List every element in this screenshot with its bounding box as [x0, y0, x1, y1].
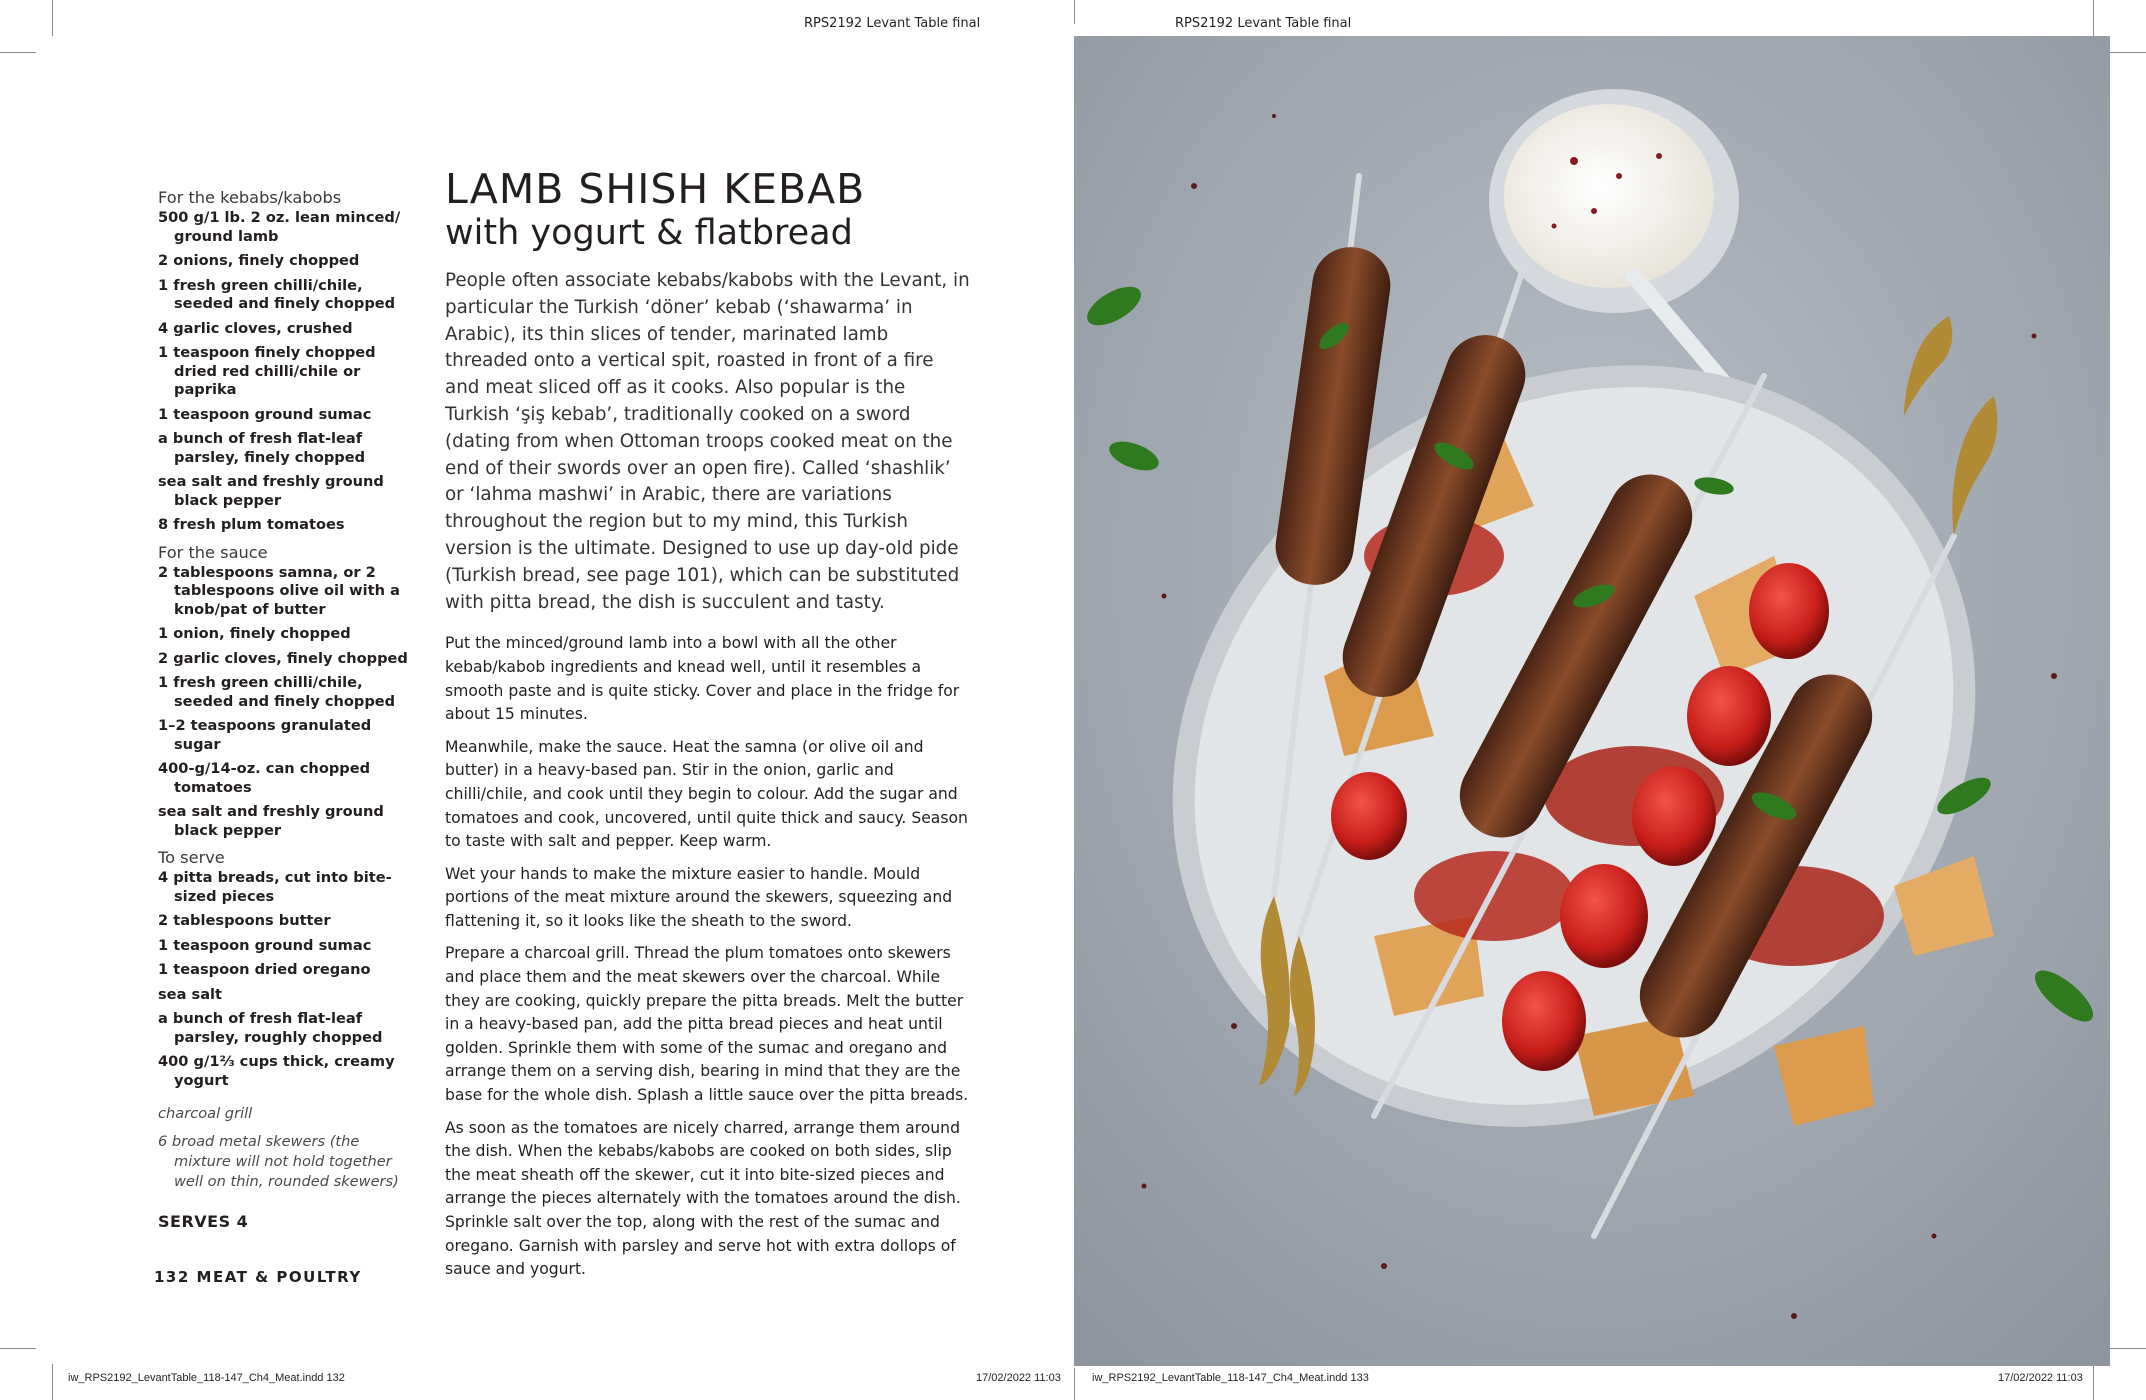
method-paragraph: Meanwhile, make the sauce. Heat the samna (or olive oil and butter) in a heavy-based pan. Stir in the onion, garlic and chilli/chile, and cook until they begin to colour. Add the sugar and tomatoes and cook, uncovered, until quite thick and saucy. Season to taste with salt and pepper. Keep warm. — [445, 737, 968, 851]
serves-label: SERVES 4 — [158, 1212, 249, 1231]
ingredient-item: 1 teaspoon dried oregano — [158, 961, 371, 978]
ingredients-heading: To serve — [158, 848, 225, 867]
method-paragraph: Wet your hands to make the mixture easier to handle. Mould portions of the meat mixture around the skewers, squeezing and flattening it, so it looks like the sheath to the sword. — [445, 864, 953, 930]
crop-mark — [52, 0, 53, 36]
ingredient-item: 400 g/1⅔ cups thick, creamy yogurt — [158, 1053, 395, 1089]
ingredients-sauce — [158, 543, 418, 841]
ingredient-item: 1 onion, finely chopped — [158, 625, 351, 642]
ingredient-item: 2 tablespoons butter — [158, 912, 331, 929]
recipe-title: LAMB SHISH KEBAB — [445, 165, 866, 213]
ingredient-item: 4 garlic cloves, crushed — [158, 319, 353, 337]
ingredient-item: 8 fresh plum tomatoes — [158, 516, 345, 533]
ingredient-item: 1 fresh green chilli/chile, seeded and finely chopped — [158, 276, 396, 312]
ingredient-item: 400-g/14-oz. can chopped tomatoes — [158, 760, 371, 796]
crop-mark — [2093, 0, 2094, 36]
crop-mark — [2110, 52, 2146, 53]
crop-mark — [52, 1364, 53, 1400]
ingredient-item: a bunch of fresh flat-leaf parsley, finely chopped — [158, 430, 366, 466]
crop-mark — [0, 52, 36, 53]
ingredients-serve — [158, 848, 418, 1090]
slug-right: RPS2192 Levant Table final — [1175, 16, 1352, 31]
ingredient-item: sea salt and freshly ground black pepper — [158, 803, 384, 839]
recipe-body — [445, 166, 970, 1291]
ingredients-column — [158, 188, 418, 1231]
ingredients-kebabs — [158, 188, 418, 535]
ingredient-item: 2 tablespoons samna, or 2 tablespoons olive oil with a knob/pat of butter — [158, 563, 400, 618]
ingredients-heading: For the sauce — [158, 542, 268, 562]
food-photo — [1074, 36, 2110, 1366]
footer-file-left: iw_RPS2192_LevantTable_118-147_Ch4_Meat.indd 132 — [68, 1372, 345, 1384]
page-folio: 132 MEAT & POULTRY — [154, 1268, 362, 1286]
ingredient-item: sea salt — [158, 985, 223, 1003]
ingredient-item: a bunch of fresh flat-leaf parsley, roughly chopped — [158, 1010, 383, 1046]
ingredient-item: 1 fresh green chilli/chile, seeded and finely chopped — [158, 674, 396, 710]
ingredient-item: 1 teaspoon ground sumac — [158, 936, 372, 954]
crop-mark — [1074, 1368, 1075, 1400]
ingredient-item: sea salt and freshly ground black pepper — [158, 473, 384, 509]
ingredient-item: 2 onions, finely chopped — [158, 252, 360, 269]
ingredient-item: 1 teaspoon finely chopped dried red chilli/chile or paprika — [158, 344, 376, 398]
equipment-item: charcoal grill — [158, 1105, 253, 1122]
ingredient-item: 4 pitta breads, cut into bite-sized pieces — [158, 869, 392, 905]
crop-mark — [1074, 0, 1075, 24]
footer-file-right: iw_RPS2192_LevantTable_118-147_Ch4_Meat.indd 133 — [1092, 1372, 1369, 1384]
recipe-intro: People often associate kebabs/kabobs with the Levant, in particular the Turkish ‘döner’ kebab (‘shawarma’ in Arabic), its thin slices of tender, marinated lamb threaded onto a vertical spit, roasted in front of a fire and meat sliced off as it cooks. Also popular is the Turkish ‘şiş kebab’, traditionally cooked on a sword (dating from when Ottoman troops cooked meat on the end of their swords over an open fire). Called ‘shashlik’ or ‘lahma mashwi’ in Arabic, there are variations throughout the region but to my mind, this Turkish version is the ultimate. Designed to use up day-old pide (Turkish bread, see page 101), which can be substituted with pitta bread, the dish is succulent and tasty. — [445, 270, 970, 613]
method-paragraph: As soon as the tomatoes are nicely charred, arrange them around the dish. When the kebabs/kabobs are cooked on both sides, slip the meat sheath off the skewer, cut it into bite-sized pieces and arrange the pieces alternately with the tomatoes around the dish. Sprinkle salt over the top, along with the rest of the sumac and oregano. Garnish with parsley and serve hot with extra dollops of sauce and yogurt. — [445, 1118, 961, 1279]
footer-date-left: 17/02/2022 11:03 — [976, 1372, 1061, 1384]
method-paragraph: Prepare a charcoal grill. Thread the plum tomatoes onto skewers and place them and the meat skewers over the charcoal. While they are cooking, quickly prepare the pitta breads. Melt the butter in a heavy-based pan, add the pitta bread pieces and heat until golden. Sprinkle them with some of the sumac and oregano and arrange them on a serving dish, bearing in mind that they are the base for the whole dish. Splash a little sauce over the pitta breads. — [445, 944, 969, 1105]
ingredients-heading: For the kebabs/kabobs — [158, 188, 342, 207]
equipment-item: 6 broad metal skewers (the mixture will not hold together well on thin, rounded skewers) — [158, 1133, 399, 1190]
recipe-subtitle: with yogurt & flatbread — [445, 213, 853, 253]
crop-mark — [2110, 1348, 2146, 1349]
food-photo-illustration — [1074, 36, 2110, 1366]
ingredient-item: 2 garlic cloves, finely chopped — [158, 649, 408, 667]
ingredient-item: 1–2 teaspoons granulated sugar — [158, 717, 372, 753]
method-paragraph: Put the minced/ground lamb into a bowl with all the other kebab/kabob ingredients and knead well, until it resembles a smooth paste and is quite sticky. Cover and place in the fridge for about 15 minutes. — [445, 634, 960, 724]
footer-date-right: 17/02/2022 11:03 — [1998, 1372, 2083, 1384]
ingredient-item: 500 g/1 lb. 2 oz. lean minced/ ground lamb — [158, 209, 401, 245]
ingredient-item: 1 teaspoon ground sumac — [158, 405, 372, 423]
slug-left: RPS2192 Levant Table final — [804, 16, 981, 31]
crop-mark — [2093, 1364, 2094, 1400]
crop-mark — [0, 1348, 36, 1349]
